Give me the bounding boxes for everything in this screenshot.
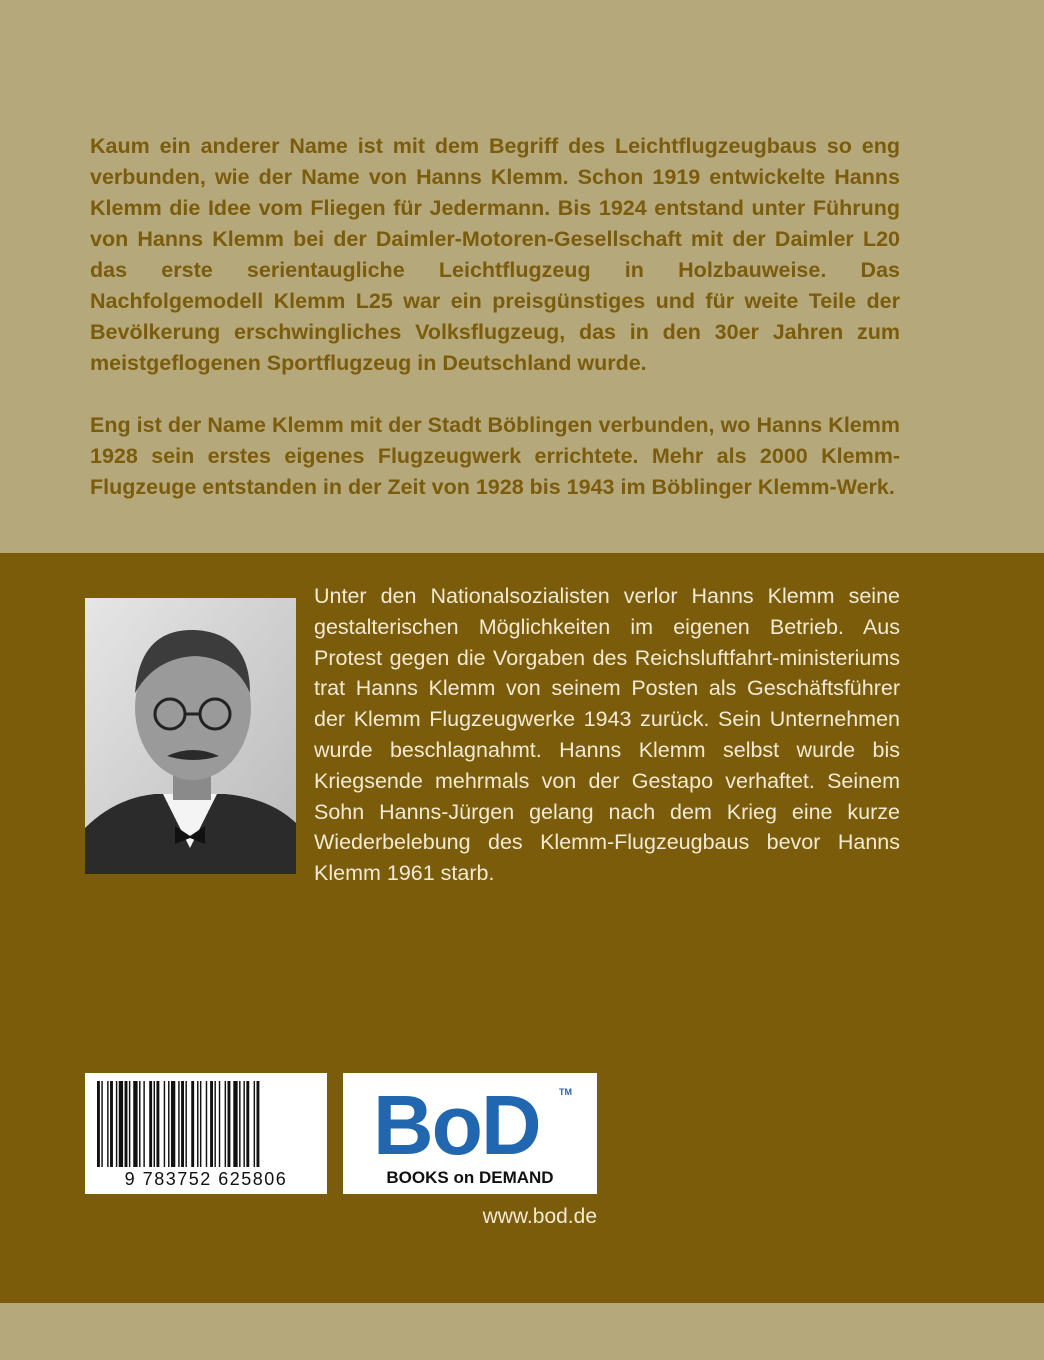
intro-paragraph-2: Eng ist der Name Klemm mit der Stadt Böblingen verbunden, wo Hanns Klemm 1928 sein erstes eigenes Flugzeugwerk errichtete. Mehr als 2000 Klemm-Flugzeuge entstanden in der Zeit von 1928 bis 1943 im Böblinger Klemm-Werk.: [90, 413, 900, 499]
publisher-tagline: BOOKS on DEMAND: [386, 1168, 554, 1187]
bod-logo-text: BoD: [373, 1078, 540, 1172]
portrait-photo: [85, 598, 296, 874]
portrait-illustration: [85, 598, 296, 874]
isbn-barcode: [85, 1073, 327, 1194]
publisher-logo-box: [343, 1073, 597, 1194]
trademark-mark: TM: [559, 1087, 572, 1097]
isbn-number: 9 783752 625806: [124, 1169, 288, 1189]
publisher-url: www.bod.de: [482, 1205, 597, 1228]
intro-paragraph-1: Kaum ein anderer Name ist mit dem Begriff des Leichtflugzeugbaus so eng verbunden, wie der Name von Hanns Klemm. Schon 1919 entwickelte Hanns Klemm die Idee vom Fliegen für Jedermann. Bis 1924 entstand unter Führung von Hanns Klemm bei der Daimler-Motoren-Gesellschaft mit der Daimler L20 das erste serientaugliche Leichtflugzeug in Holzbauweise. Das Nachfolgemodell Klemm L25 war ein preisgünstiges und für weite Teile der Bevölkerung erschwingliches Volksflugzeug, das in den 30er Jahren zum meistgeflogenen Sportflugzeug in Deutschland wurde.: [90, 134, 900, 375]
biography-text: Unter den Nationalsozialisten verlor Hanns Klemm seine gestalterischen Möglichkeiten im eigenen Betrieb. Aus Protest gegen die Vorgaben des Reichsluftfahrt-ministeriums trat Hanns Klemm von seinem Posten als Geschäftsführer der Klemm Flugzeugwerke 1943 zurück. Sein Unternehmen wurde beschlagnahmt. Hanns Klemm selbst wurde bis Kriegsende mehrmals von der Gestapo verhaftet. Seinem Sohn Hanns-Jürgen gelang nach dem Krieg eine kurze Wiederbelebung des Klemm-Flugzeugbaus bevor Hanns Klemm 1961 starb.: [314, 584, 900, 886]
barcode-bars: [85, 1073, 327, 1169]
bottom-strip: [0, 1303, 1044, 1360]
upper-cover-panel: [0, 0, 1044, 553]
